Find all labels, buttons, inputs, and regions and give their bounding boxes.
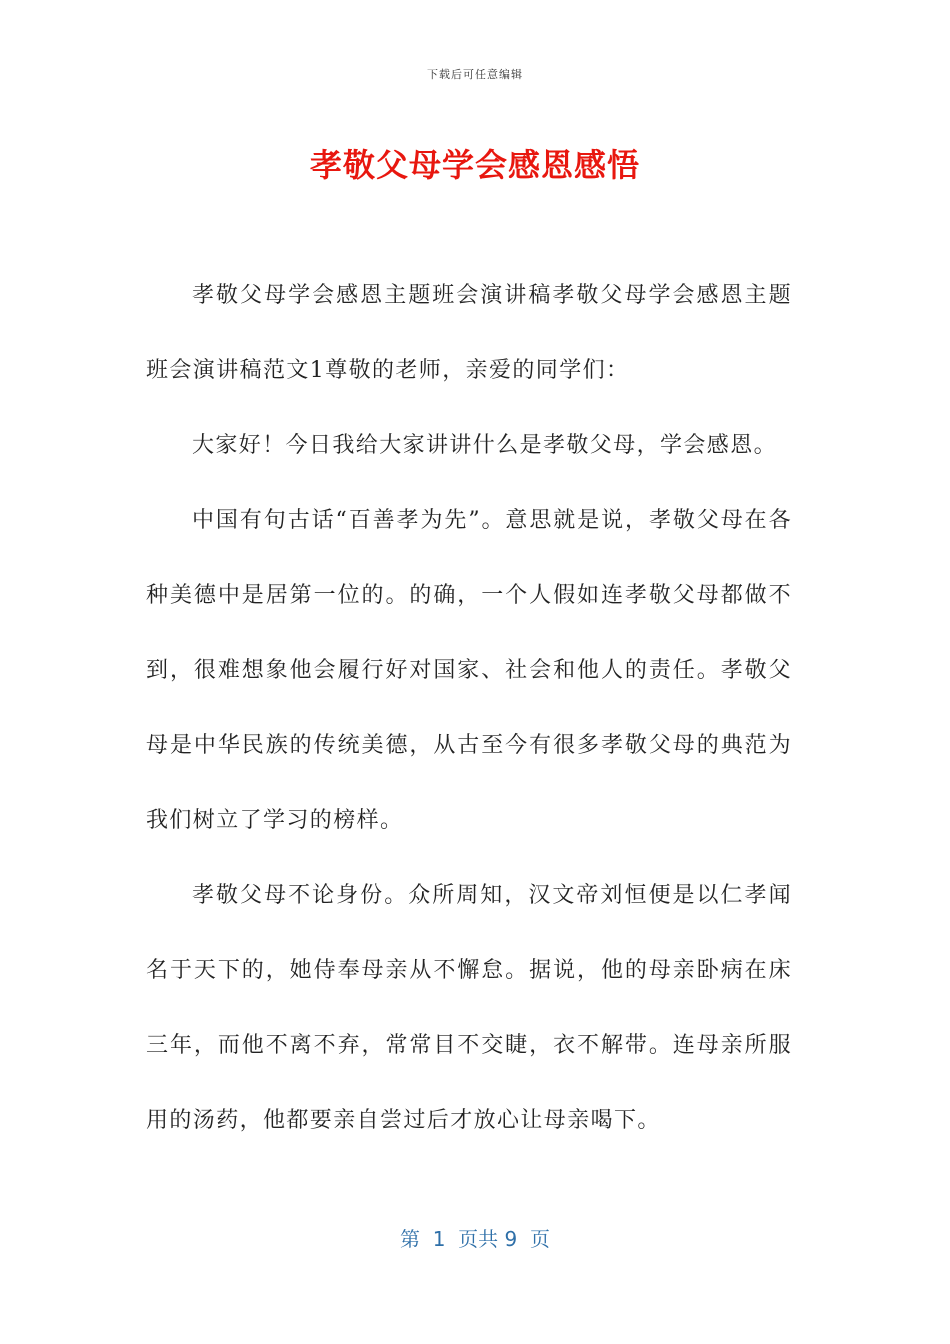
document-body [146, 258, 792, 1158]
paragraph-emperor-story: 孝敬父母不论身份。众所周知，汉文帝刘恒便是以仁孝闻名于天下的，她侍奉母亲从不懈怠。据说，他的母亲卧病在床三年，而他不离不弃，常常目不交睫，衣不解带。连母亲所服用的汤药，他都要亲自尝过后才放心让母亲喝下。 [146, 883, 792, 1133]
page-number-footer: 第 1 页共 9 页 [400, 1227, 550, 1251]
header-note: 下载后可任意编辑 [427, 68, 523, 81]
paragraph-intro: 孝敬父母学会感恩主题班会演讲稿孝敬父母学会感恩主题班会演讲稿范文1尊敬的老师，亲爱的同学们： [146, 283, 792, 383]
paragraph-greeting: 大家好！今日我给大家讲讲什么是孝敬父母，学会感恩。 [192, 433, 778, 458]
paragraph-proverb: 中国有句古话“百善孝为先”。意思就是说，孝敬父母在各种美德中是居第一位的。的确，一个人假如连孝敬父母都做不到，很难想象他会履行好对国家、社会和他人的责任。孝敬父母是中华民族的传统美德，从古至今有很多孝敬父母的典范为我们树立了学习的榜样。 [146, 508, 792, 833]
document-title: 孝敬父母学会感恩感悟 [309, 146, 640, 184]
